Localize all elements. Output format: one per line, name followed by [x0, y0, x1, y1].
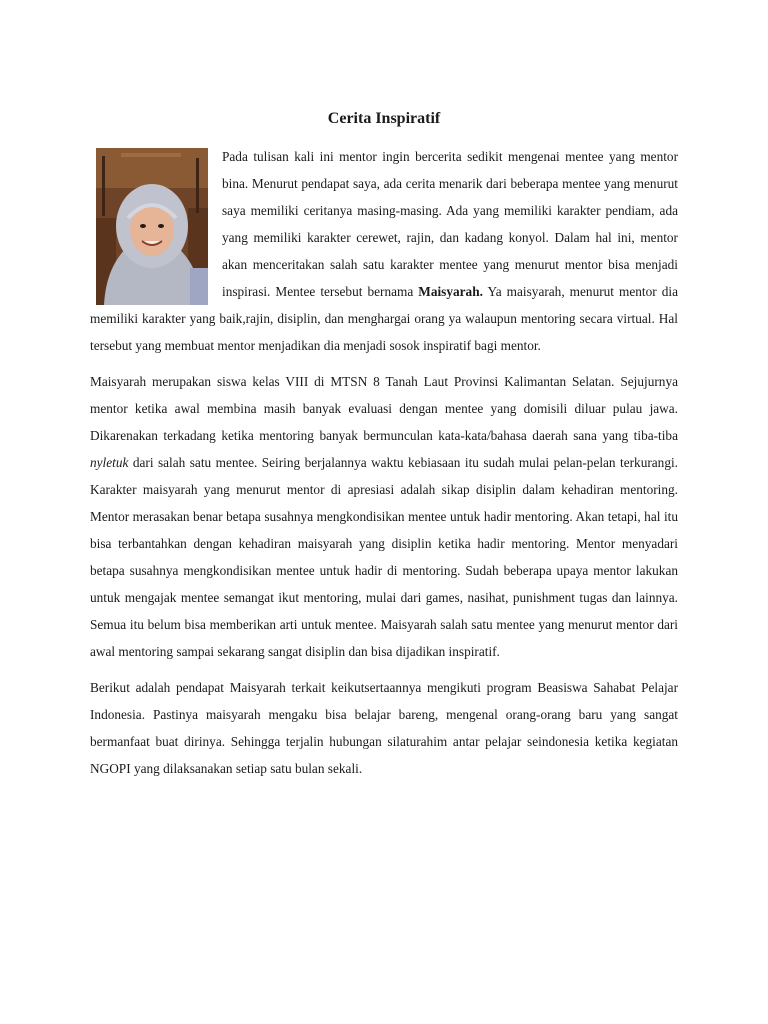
- paragraph-2-text-a: Maisyarah merupakan siswa kelas VIII di MTSN 8 Tanah Laut Provinsi Kalimantan Selatan. Sejujurnya mentor ketika awal membina masih banyak evaluasi dengan mentee yang domisili diluar pulau jawa. Dikarenakan terkadang ketika mentoring banyak bermunculan kata-kata/bahasa daerah sana yang tiba-tiba: [90, 374, 678, 443]
- paragraph-3: Berikut adalah pendapat Maisyarah terkait keikutsertaannya mengikuti program Beasiswa Sahabat Pelajar Indonesia. Pastinya maisyarah mengaku bisa belajar bareng, mengenal orang-orang baru yang sangat bermanfaat buat dirinya. Sehingga terjalin hubungan silaturahim antar pelajar seindonesia ketika kegiatan NGOPI yang dilaksanakan setiap satu bulan sekali.: [90, 680, 678, 776]
- mentee-name-bold: Maisyarah.: [418, 284, 483, 299]
- paragraph-2: [90, 368, 678, 665]
- italic-word: nyletuk: [90, 455, 129, 470]
- paragraph-1: [90, 143, 678, 359]
- paragraph-2-text-b: dari salah satu mentee. Seiring berjalannya waktu kebiasaan itu sudah mulai pelan-pelan terkurangi. Karakter maisyarah yang menurut mentor di apresiasi adalah sikap disiplin dalam kehadiran mentoring. Mentor merasakan benar betapa susahnya mengkondisikan mentee untuk hadir mentoring. Akan tetapi, hal itu bisa terbantahkan dengan kehadiran maisyarah yang disiplin ketika hadir mentoring. Mentor menyadari betapa susahnya mengkondisikan mentee untuk hadir di mentoring. Sudah beberapa upaya mentor lakukan untuk mengajak mentee semangat ikut mentoring, mulai dari games, nasihat, punishment tugas dan lainnya. Semua itu belum bisa memberikan arti untuk mentee. Maisyarah salah satu mentee yang menurut mentor dari awal mentoring sampai sekarang sangat disiplin dan bisa dijadikan inspiratif.: [90, 455, 678, 659]
- paragraph-1-text-b: Ya maisyarah, menurut mentor dia memiliki karakter yang baik,rajin, disiplin, dan menghargai orang ya walaupun mentoring secara virtual. Hal tersebut yang membuat mentor menjadikan dia menjadi sosok inspiratif bagi mentor.: [90, 284, 678, 353]
- portrait-photo-icon: [96, 148, 208, 305]
- document-page: [90, 105, 678, 782]
- paragraph-1-text-a: Pada tulisan kali ini mentor ingin bercerita sedikit mengenai mentee yang mentor bina. Menurut pendapat saya, ada cerita menarik dari beberapa mentee yang menurut saya memiliki ceritanya masing-masing. Ada yang memiliki karakter pendiam, ada yang memiliki karakter cerewet, rajin, dan kadang konyol. Dalam hal ini, mentor akan menceritakan salah satu karakter mentee yang menurut mentor bisa menjadi inspirasi. Mentee tersebut bernama: [222, 149, 678, 299]
- document-title: Cerita Inspiratif: [327, 110, 441, 127]
